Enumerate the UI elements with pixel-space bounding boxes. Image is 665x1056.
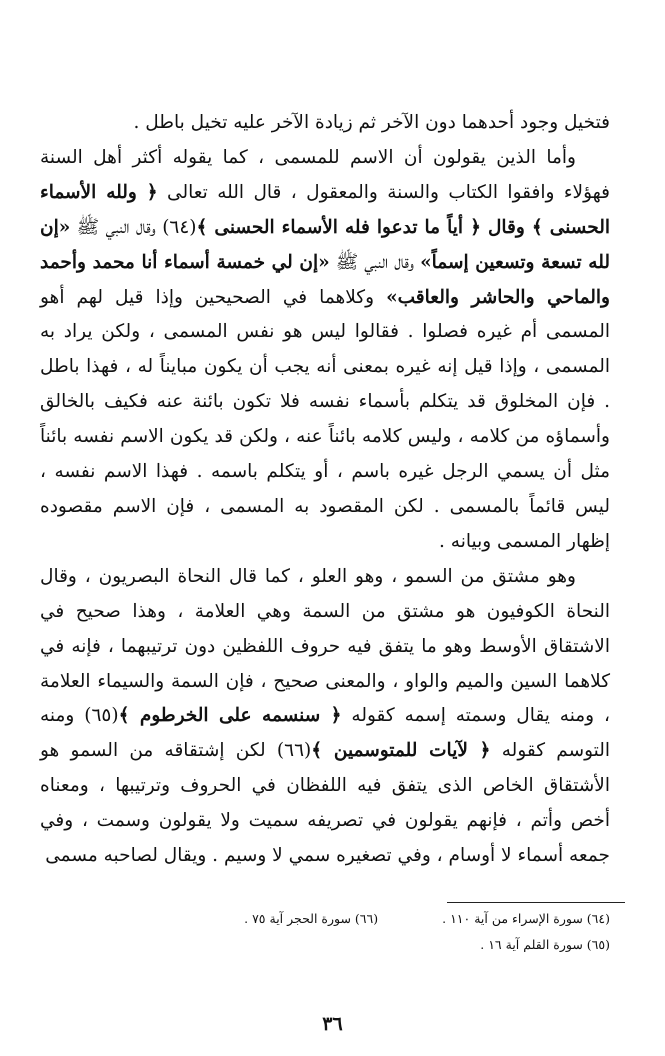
paragraph	[40, 560, 610, 874]
text-run: وكلاهما في الصحيحين وإذا قيل لهم أهو المسمى أم غيره فصلوا . فقالوا ليس هو نفس المسمى ، ولكن يراد به المسمى ، وإذا قيل إنه غيره بمعنى أنه يجب أن يكون مبايناً له ، فهذا باطل . فإن المخلوق قد يتكلم بأسماء نفسه فلا تكون بائنة عنه فكيف بالخالق وأسماؤه من كلامه ، وليس كلامه بائناً عنه ، ولكن قد يكون الاسم نفسه بائناً مثل أن يسمي الرجل غيره باسم ، أو يتكلم باسمه . فهذا الاسم نفسه ، ليس قائماً بالمسمى . لكن المقصود به المسمى ، فإن الاسم مقصوده إظهار المسمى وبيانه .	[40, 286, 610, 552]
quoted-text: «إن لي خمسة أسماء أنا محمد وأحمد والماحي والحاشر والعاقب»	[40, 251, 610, 308]
quoted-text: ﴿ لآيات للمتوسمين ﴾	[311, 740, 491, 762]
footnote-66: (٦٦) سورة الحجر آية ٧٥ .	[244, 911, 379, 926]
footnotes	[40, 906, 610, 958]
footnote-divider	[447, 902, 625, 903]
footnote-row	[40, 906, 610, 932]
footnote-64: (٦٤) سورة الإسراء من آية ١١٠ .	[442, 911, 610, 926]
main-text	[40, 106, 610, 874]
text-run: وهو مشتق من السمو ، وهو العلو ، كما قال النحاة البصريون ، وقال النحاة الكوفيون هو مشتق من السمة وهي العلامة ، وهذا صحيح في الاشتقاق الأوسط وهو ما يتفق فيه حروف اللفظين دون ترتيبهما ، فإنه في كلاهما السين والميم والواو ، والمعنى صحيح ، فإن السمة والسيماء العلامة ، ومنه يقال وسمته إسمه كقوله	[40, 565, 610, 727]
footnote-row	[40, 932, 610, 958]
footnote-65: (٦٥) سورة القلم آية ١٦ .	[480, 937, 610, 952]
text-run: وقال النبي ﷺ	[329, 251, 421, 273]
text-run: وأما الذين يقولون أن الاسم للمسمى ، كما يقوله أكثر أهل السنة فهؤلاء وافقوا الكتاب والسنة والمعقول ، قال الله تعالى	[40, 146, 610, 203]
quoted-text: ﴿ ولله الأسماء الحسنى ﴾ وقال ﴿ أياً ما تدعوا فله الأسماء الحسنى ﴾	[40, 181, 610, 238]
text-run: (٦٦) لكن إشتقاقه من السمو هو الأشتقاق الخاص الذى يتفق فيه اللفظان في الحروف وترتيبها ، ومعناه أخص وأتم ، فإنهم يقولون في تصريفه سميت ولا يقولون وسمت ، وفي جمعه أسماء لا أوسام ، وفي تصغيره سمي لا وسيم . ويقال لصاحبه مسمى	[40, 740, 610, 867]
paragraph	[40, 106, 610, 141]
paragraph	[40, 141, 610, 560]
quoted-text: «إن لله تسعة وتسعين إسماً»	[40, 216, 610, 273]
page-number: ٣٦	[322, 1013, 343, 1035]
text-run: فتخيل وجود أحدهما دون الآخر ثم زيادة الآخر عليه تخيل باطل .	[133, 112, 610, 133]
text-run: (٦٥) ومنه التوسم كقوله	[40, 705, 611, 762]
quoted-text: ﴿ سنسمه على الخرطوم ﴾	[118, 705, 342, 727]
text-run: (٦٤) وقال النبي ﷺ	[70, 216, 197, 238]
